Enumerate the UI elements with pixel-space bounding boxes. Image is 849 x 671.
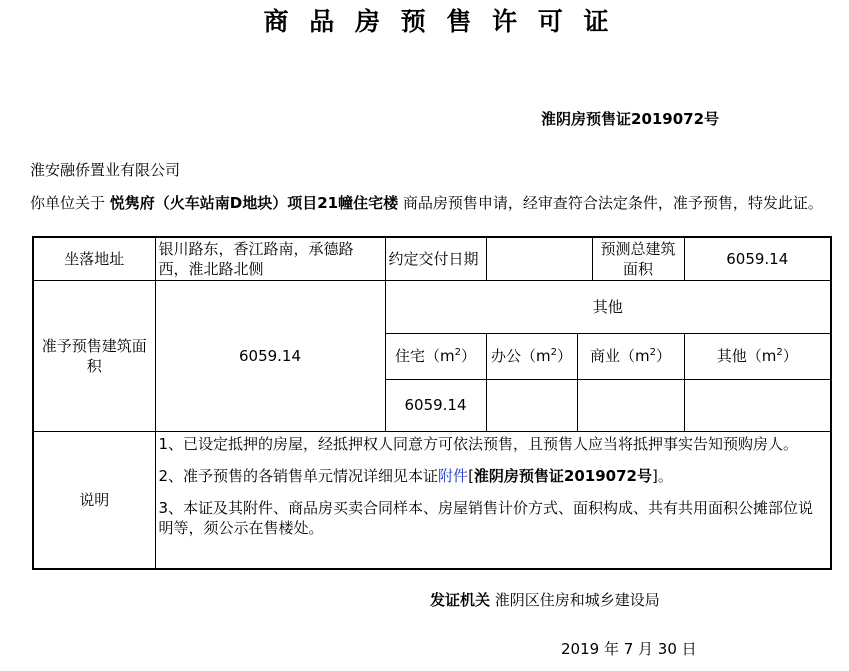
col-residential: 住宅$(m^2)$ [385, 333, 486, 379]
location-value: 银川路东，香江路南，承德路西，淮北路北侧 [155, 237, 385, 280]
company-name: 淮安融侨置业有限公司 [30, 161, 181, 179]
issuer-label: 发证机关 [430, 591, 491, 609]
intro-suffix: 商品房预售申请，经审查符合法定条件，准予预售，特发此证。 [398, 194, 823, 212]
notes-content [155, 431, 831, 569]
other-header: 其他 [385, 280, 831, 333]
permit-table [32, 236, 832, 570]
residential-value: 6059.14 [385, 379, 486, 431]
certificate-number: 淮阴房预售证2019072号 [541, 110, 720, 128]
issuer-value: 淮阴区住房和城乡建设局 [494, 591, 660, 609]
note-item-3: 3、本证及其附件、商品房买卖合同样本、房屋销售计价方式、面积构成、共有共用面积公摊部位说明等，须公示在售楼处。 [158, 498, 814, 537]
location-label: 坐落地址 [33, 237, 155, 280]
page-title: 商 品 房 预 售 许 可 证 [263, 7, 615, 36]
total-area-value: 6059.14 [684, 237, 831, 280]
col-other: 其他$(m^2)$ [684, 333, 831, 379]
attachment-cert-number: 淮阴房预售证2019072号 [473, 466, 652, 485]
intro-paragraph [30, 194, 830, 213]
commercial-value [577, 379, 684, 431]
note-item-2: 2、准予预售的各销售单元情况详细见本证附件[淮阴房预售证2019072号]。 [158, 466, 673, 485]
presale-area-value: 6059.14 [155, 280, 385, 431]
issuing-authority [430, 589, 660, 610]
issue-date: 2019 年 7 月 30 日 [561, 640, 697, 658]
presale-area-label: 准予预售建筑面积 [33, 280, 155, 431]
project-name: 悦隽府（火车站南D地块）项目21幢住宅楼 [109, 194, 399, 212]
delivery-date-value [486, 237, 592, 280]
col-office: 办公$(m^2)$ [486, 333, 577, 379]
delivery-date-label: 约定交付日期 [385, 237, 486, 280]
total-area-label: 预测总建筑面积 [592, 237, 684, 280]
col-commercial: 商业$(m^2)$ [577, 333, 684, 379]
note-item-1: 1、已设定抵押的房屋，经抵押权人同意方可依法预售，且预售人应当将抵押事实告知预购房人。 [158, 434, 799, 453]
attachment-link[interactable]: 附件 [438, 466, 469, 485]
notes-label: 说明 [33, 431, 155, 569]
office-value [486, 379, 577, 431]
intro-prefix: 你单位关于 [30, 194, 110, 212]
other-value [684, 379, 831, 431]
